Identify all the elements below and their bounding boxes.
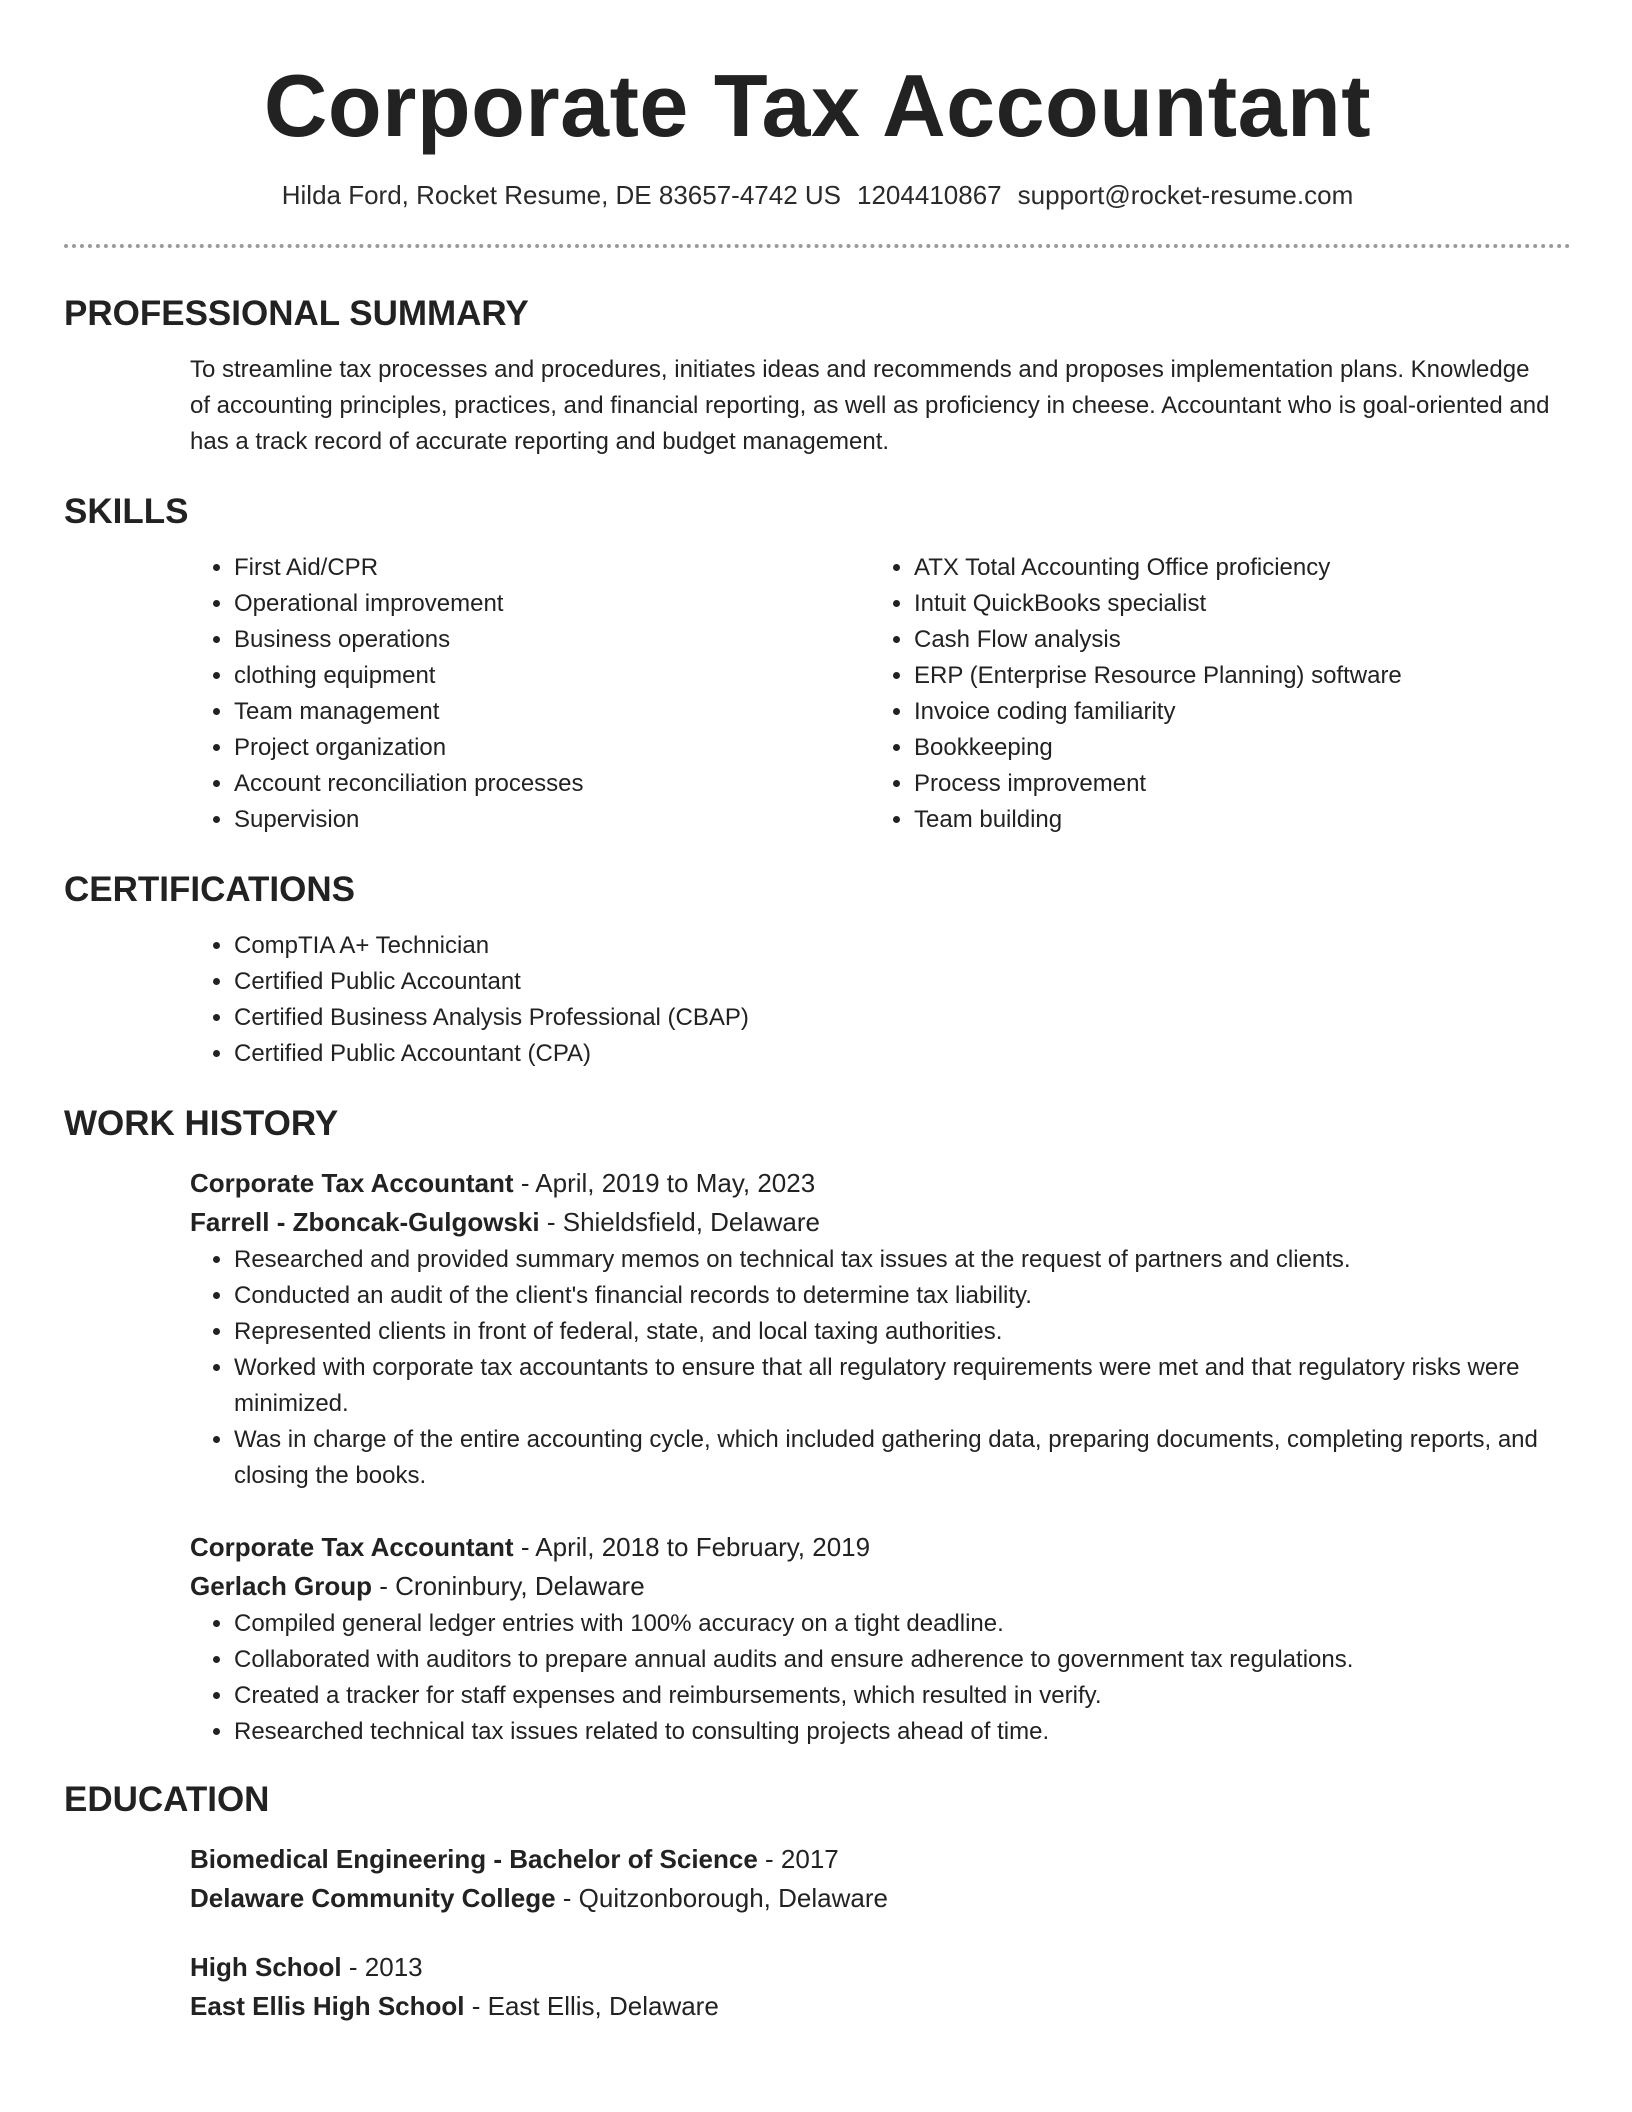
education-degree-line bbox=[190, 1840, 1571, 1879]
skill-item: • Team management bbox=[234, 694, 870, 730]
skills-list-left bbox=[190, 550, 870, 838]
contact-email[interactable]: support@rocket-resume.com bbox=[1017, 180, 1354, 210]
education-school: Delaware Community College bbox=[190, 1883, 556, 1913]
job-bullets bbox=[190, 1606, 1571, 1750]
section-heading-summary: PROFESSIONAL SUMMARY bbox=[64, 294, 529, 333]
education-school: East Ellis High School bbox=[190, 1991, 465, 2021]
header-divider bbox=[64, 244, 1571, 248]
section-heading-skills: SKILLS bbox=[64, 492, 189, 531]
job-bullet: • Represented clients in front of federal, state, and local taxing authorities. bbox=[234, 1314, 1571, 1350]
skill-item: • Intuit QuickBooks specialist bbox=[914, 586, 1550, 622]
education-school-line bbox=[190, 1879, 1571, 1918]
contact-phone: 1204410867 bbox=[857, 180, 1002, 210]
skill-item: • ATX Total Accounting Office proficiency bbox=[914, 550, 1550, 586]
skill-item: • Invoice coding familiarity bbox=[914, 694, 1550, 730]
certification-item: • Certified Business Analysis Professional (CBAP) bbox=[234, 1000, 1571, 1036]
job-bullet: • Conducted an audit of the client's financial records to determine tax liability. bbox=[234, 1278, 1571, 1314]
skills-list-right bbox=[870, 550, 1550, 838]
job-company: Farrell - Zboncak-Gulgowski bbox=[190, 1207, 540, 1237]
summary-text: To streamline tax processes and procedures, initiates ideas and recommends and proposes implementation plans. Knowledge of accounting principles, practices, and financial reporting, as well as proficiency in cheese. Accountant who is goal-oriented and has a track record of accurate reporting and budget management. bbox=[190, 356, 1550, 455]
skill-item: • Operational improvement bbox=[234, 586, 870, 622]
section-heading-work-history: WORK HISTORY bbox=[64, 1104, 339, 1143]
job-entry bbox=[190, 1528, 1571, 1750]
education-degree: High School bbox=[190, 1952, 342, 1982]
job-title-line bbox=[190, 1528, 1571, 1567]
certifications-bullets bbox=[190, 928, 1571, 1072]
section-heading-education: EDUCATION bbox=[64, 1780, 270, 1819]
skills-column-left bbox=[190, 550, 870, 838]
section-heading-certifications: CERTIFICATIONS bbox=[64, 870, 356, 909]
skill-item: • Account reconciliation processes bbox=[234, 766, 870, 802]
job-company: Gerlach Group bbox=[190, 1571, 373, 1601]
education-degree: Biomedical Engineering - Bachelor of Science bbox=[190, 1844, 758, 1874]
resume-page bbox=[64, 0, 1571, 2026]
contact-address: Hilda Ford, Rocket Resume, DE 83657-4742 US bbox=[281, 180, 842, 210]
job-location: - Croninbury, Delaware bbox=[372, 1571, 645, 1601]
job-location: - Shieldsfield, Delaware bbox=[539, 1207, 820, 1237]
job-bullet: • Researched and provided summary memos on technical tax issues at the request of partners and clients. bbox=[234, 1242, 1571, 1278]
job-title: Corporate Tax Accountant bbox=[190, 1532, 514, 1562]
job-bullet: • Compiled general ledger entries with 100% accuracy on a tight deadline. bbox=[234, 1606, 1571, 1642]
education-location: - East Ellis, Delaware bbox=[464, 1991, 719, 2021]
skill-item: • First Aid/CPR bbox=[234, 550, 870, 586]
job-title: Corporate Tax Accountant bbox=[190, 1168, 514, 1198]
skills-column-right bbox=[870, 550, 1550, 838]
job-bullet: • Collaborated with auditors to prepare annual audits and ensure adherence to government tax regulations. bbox=[234, 1642, 1571, 1678]
education-year: - 2013 bbox=[341, 1952, 423, 1982]
certifications-list bbox=[190, 928, 1571, 1072]
job-dates: - April, 2019 to May, 2023 bbox=[513, 1168, 816, 1198]
job-dates: - April, 2018 to February, 2019 bbox=[513, 1532, 871, 1562]
skill-item: • ERP (Enterprise Resource Planning) software bbox=[914, 658, 1550, 694]
education-year: - 2017 bbox=[757, 1844, 839, 1874]
skill-item: • Bookkeeping bbox=[914, 730, 1550, 766]
skill-item: • clothing equipment bbox=[234, 658, 870, 694]
resume-title: Corporate Tax Accountant bbox=[263, 56, 1372, 155]
education-entry bbox=[190, 1948, 1571, 2026]
job-entry bbox=[190, 1164, 1571, 1494]
job-company-line bbox=[190, 1567, 1571, 1606]
job-title-line bbox=[190, 1164, 1571, 1203]
job-bullet: • Created a tracker for staff expenses and reimbursements, which resulted in verify. bbox=[234, 1678, 1571, 1714]
certification-item: • Certified Public Accountant bbox=[234, 964, 1571, 1000]
job-company-line bbox=[190, 1203, 1571, 1242]
job-bullets bbox=[190, 1242, 1571, 1494]
contact-line bbox=[64, 178, 1571, 212]
job-bullet: • Worked with corporate tax accountants to ensure that all regulatory requirements were met and that regulatory risks were minimized. bbox=[234, 1350, 1571, 1422]
certification-item: • Certified Public Accountant (CPA) bbox=[234, 1036, 1571, 1072]
skill-item: • Business operations bbox=[234, 622, 870, 658]
certification-item: • CompTIA A+ Technician bbox=[234, 928, 1571, 964]
skill-item: • Team building bbox=[914, 802, 1550, 838]
education-degree-line bbox=[190, 1948, 1571, 1987]
skill-item: • Project organization bbox=[234, 730, 870, 766]
skill-item: • Supervision bbox=[234, 802, 870, 838]
skills-grid bbox=[190, 550, 1571, 838]
skill-item: • Cash Flow analysis bbox=[914, 622, 1550, 658]
job-bullet: • Was in charge of the entire accounting cycle, which included gathering data, preparing documents, completing reports, and closing the books. bbox=[234, 1422, 1571, 1494]
education-location: - Quitzonborough, Delaware bbox=[555, 1883, 888, 1913]
education-school-line bbox=[190, 1987, 1571, 2026]
education-entry bbox=[190, 1840, 1571, 1918]
skill-item: • Process improvement bbox=[914, 766, 1550, 802]
job-bullet: • Researched technical tax issues related to consulting projects ahead of time. bbox=[234, 1714, 1571, 1750]
